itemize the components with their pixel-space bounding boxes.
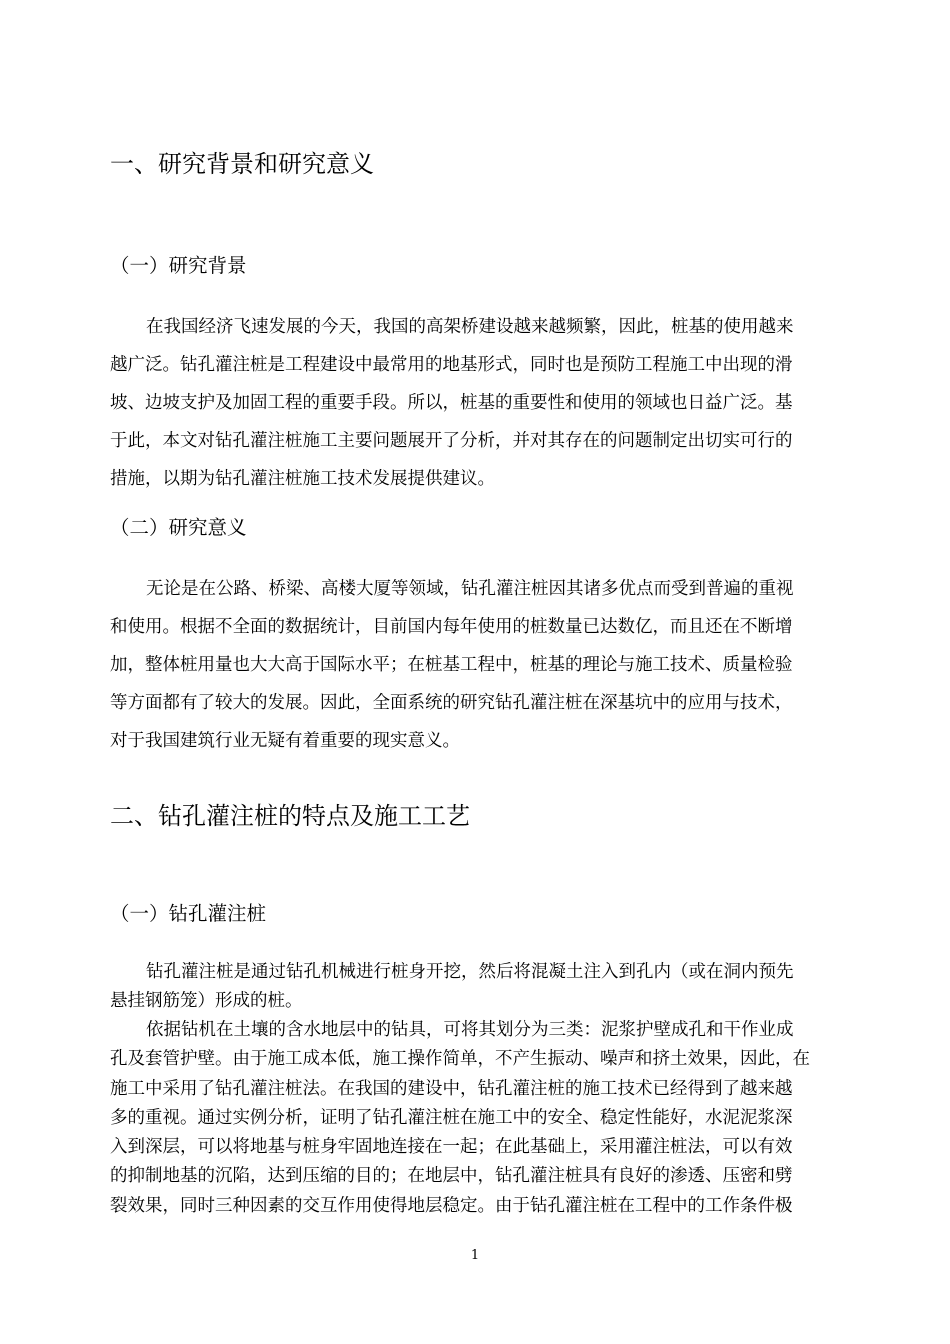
paragraph-line: 加，整体桩用量也大大高于国际水平；在桩基工程中，桩基的理论与施工技术、质量检验: [110, 655, 793, 675]
paragraph-line: 坡、边坡支护及加固工程的重要手段。所以，桩基的重要性和使用的领域也日益广泛。基: [110, 393, 793, 413]
paragraph-line: 孔及套管护壁。由于施工成本低，施工操作简单，不产生振动、噪声和挤土效果，因此，在: [110, 1049, 810, 1070]
subsection-heading-1-2: （二）研究意义: [110, 516, 247, 539]
paragraph-research-significance: [110, 570, 850, 760]
paragraph-line: 依据钻机在土壤的含水地层中的钻具，可将其划分为三类：泥浆护壁成孔和干作业成: [146, 1020, 794, 1040]
paragraph-line: 于此，本文对钻孔灌注桩施工主要问题展开了分析，并对其存在的问题制定出切实可行的: [110, 431, 793, 451]
paragraph-line: 无论是在公路、桥梁、高楼大厦等领域，钻孔灌注桩因其诸多优点而受到普遍的重视: [146, 579, 794, 599]
paragraph-line: 措施，以期为钻孔灌注桩施工技术发展提供建议。: [110, 469, 495, 489]
paragraph-line: 入到深层，可以将地基与桩身牢固地连接在一起；在此基础上，采用灌注桩法，可以有效: [110, 1137, 793, 1158]
paragraph-bored-pile-definition: [110, 958, 850, 1017]
section-heading-1: 一、研究背景和研究意义: [110, 150, 374, 178]
paragraph-line: 裂效果，同时三种因素的交互作用使得地层稳定。由于钻孔灌注桩在工程中的工作条件极: [110, 1195, 793, 1216]
paragraph-research-background: [110, 308, 850, 498]
paragraph-line: 施工中采用了钻孔灌注桩法。在我国的建设中，钻孔灌注桩的施工技术已经得到了越来越: [110, 1078, 793, 1099]
paragraph-line: 悬挂钢筋笼）形成的桩。: [110, 991, 303, 1012]
paragraph-bored-pile-classification: [110, 1016, 850, 1221]
subsection-heading-2-1: （一）钻孔灌注桩: [110, 902, 267, 925]
paragraph-line: 和使用。根据不全面的数据统计，目前国内每年使用的桩数量已达数亿，而且还在不断增: [110, 617, 793, 637]
paragraph-line: 钻孔灌注桩是通过钻孔机械进行桩身开挖，然后将混凝土注入到孔内（或在洞内预先: [146, 962, 794, 982]
page-number: 1: [470, 1248, 480, 1263]
paragraph-line: 多的重视。通过实例分析，证明了钻孔灌注桩在施工中的安全、稳定性能好，水泥泥浆深: [110, 1107, 793, 1128]
section-heading-2: 二、钻孔灌注桩的特点及施工工艺: [110, 802, 470, 830]
paragraph-line: 的抑制地基的沉陷，达到压缩的目的；在地层中，钻孔灌注桩具有良好的渗透、压密和劈: [110, 1166, 793, 1187]
paragraph-line: 等方面都有了较大的发展。因此，全面系统的研究钻孔灌注桩在深基坑中的应用与技术，: [110, 693, 793, 713]
paragraph-line: 越广泛。钻孔灌注桩是工程建设中最常用的地基形式，同时也是预防工程施工中出现的滑: [110, 355, 793, 375]
paragraph-line: 对于我国建筑行业无疑有着重要的现实意义。: [110, 731, 460, 751]
paragraph-line: 在我国经济飞速发展的今天，我国的高架桥建设越来越频繁，因此，桩基的使用越来: [146, 317, 794, 337]
subsection-heading-1-1: （一）研究背景: [110, 254, 247, 277]
